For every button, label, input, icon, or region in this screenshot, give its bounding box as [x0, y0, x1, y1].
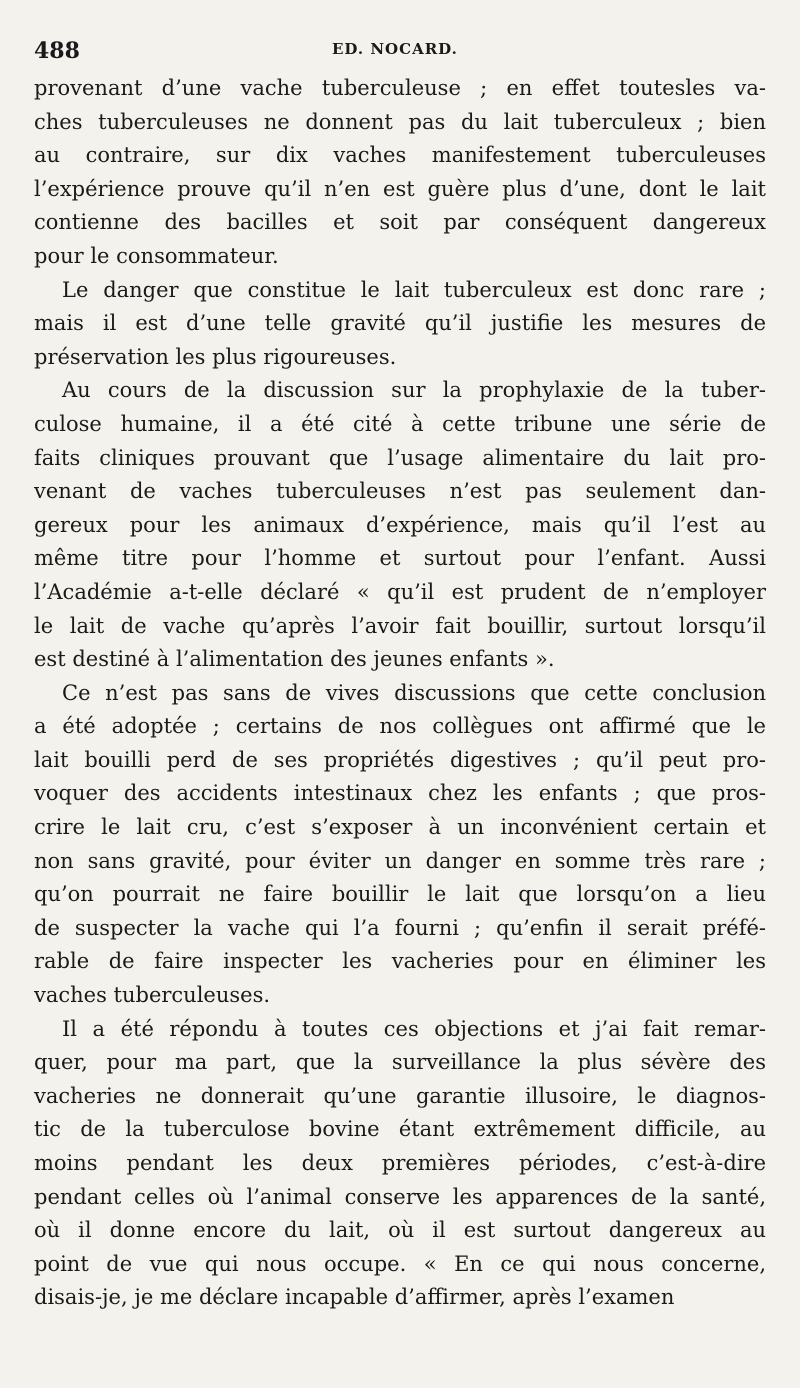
- text-line: préservation les plus rigoureuses.: [34, 344, 397, 369]
- text-line: Ce n’est pas sans de vives discussions que cette conclusion: [62, 680, 766, 705]
- text-line: Il a été répondu à toutes ces objections et j’ai fait remar-: [62, 1016, 766, 1041]
- text-line: culose humaine, il a été cité à cette tribune une série de: [34, 411, 766, 436]
- body-text: [34, 72, 766, 1315]
- text-line: gereux pour les animaux d’expérience, mais qu’il l’est au: [34, 512, 766, 537]
- text-line: quer, pour ma part, que la surveillance la plus sévère des: [34, 1050, 766, 1075]
- text-line: a été adoptée ; certains de nos collègues ont affirmé que le: [34, 714, 766, 739]
- text-line: moins pendant les deux premières périodes, c’est-à-dire: [34, 1151, 766, 1175]
- text-line: lait bouilli perd de ses propriétés digestives ; qu’il peut pro-: [34, 747, 766, 772]
- paragraph: [34, 374, 766, 676]
- text-line: pour le consommateur.: [34, 243, 279, 268]
- text-line: contienne des bacilles et soit par conséquent dangereux: [34, 210, 766, 235]
- text-line: même titre pour l’homme et surtout pour l’enfant. Aussi: [34, 546, 766, 571]
- text-line: est destiné à l’alimentation des jeunes enfants ».: [34, 647, 555, 672]
- text-line: ches tuberculeuses ne donnent pas du lait tuberculeux ; bien: [34, 109, 766, 134]
- text-line: venant de vaches tuberculeuses n’est pas seulement dan-: [34, 479, 766, 504]
- text-line: tic de la tuberculose bovine étant extrêmement difficile, au: [34, 1117, 766, 1142]
- text-line: de suspecter la vache qui l’a fourni ; qu’enfin il serait préfé-: [34, 915, 766, 940]
- text-line: pendant celles où l’animal conserve les apparences de la santé,: [34, 1184, 766, 1209]
- text-line: mais il est d’une telle gravité qu’il justifie les mesures de: [34, 311, 766, 336]
- text-line: au contraire, sur dix vaches manifestement tuberculeuses: [34, 143, 766, 168]
- text-line: voquer des accidents intestinaux chez les enfants ; que pros-: [34, 781, 766, 806]
- running-head: ED. NOCARD.: [332, 40, 458, 58]
- paragraph: [34, 1013, 766, 1315]
- text-line: où il donne encore du lait, où il est surtout dangereux au: [34, 1218, 766, 1243]
- page-header: [34, 38, 766, 68]
- paragraph: [34, 72, 766, 274]
- paragraph: [34, 274, 766, 375]
- text-line: provenant d’une vache tuberculeuse ; en effet toutesles va-: [34, 76, 766, 100]
- text-line: disais-je, je me déclare incapable d’affirmer, après l’examen: [34, 1285, 675, 1310]
- page-number: 488: [34, 38, 80, 64]
- text-line: vacheries ne donnerait qu’une garantie illusoire, le diagnos-: [34, 1083, 766, 1108]
- text-line: qu’on pourrait ne faire bouillir le lait que lorsqu’on a lieu: [34, 882, 766, 907]
- text-line: non sans gravité, pour éviter un danger en somme très rare ;: [34, 848, 766, 873]
- text-line: l’expérience prouve qu’il n’en est guère plus d’une, dont le lait: [34, 176, 766, 201]
- text-line: vaches tuberculeuses.: [34, 983, 271, 1008]
- text-line: crire le lait cru, c’est s’exposer à un inconvénient certain et: [34, 815, 766, 840]
- text-line: l’Académie a-t-elle déclaré « qu’il est prudent de n’employer: [34, 579, 766, 604]
- text-line: le lait de vache qu’après l’avoir fait bouillir, surtout lorsqu’il: [34, 613, 766, 638]
- text-line: point de vue qui nous occupe. « En ce qui nous concerne,: [34, 1251, 766, 1276]
- paragraph: [34, 677, 766, 1013]
- text-line: rable de faire inspecter les vacheries pour en éliminer les: [34, 949, 766, 974]
- text-line: faits cliniques prouvant que l’usage alimentaire du lait pro-: [34, 445, 766, 470]
- text-line: Au cours de la discussion sur la prophylaxie de la tuber-: [62, 378, 766, 403]
- text-line: Le danger que constitue le lait tuberculeux est donc rare ;: [62, 277, 766, 302]
